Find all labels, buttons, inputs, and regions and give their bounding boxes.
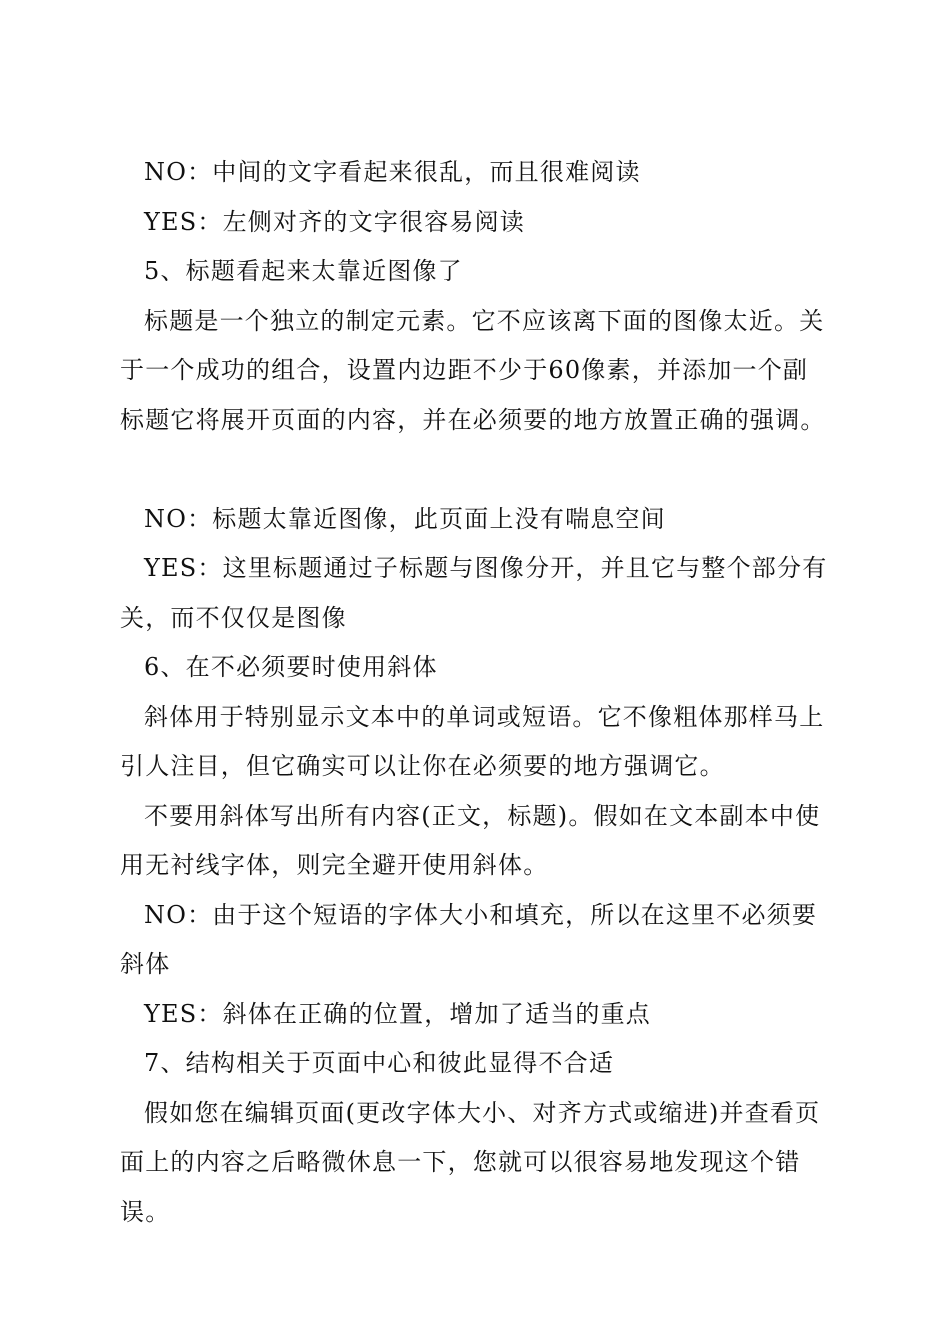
- paragraph-no-italic-unneeded: NO：由于这个短语的字体大小和填充，所以在这里不必须要斜体: [120, 900, 818, 978]
- paragraph-no-centered-text: NO：中间的文字看起来很乱，而且很难阅读: [144, 158, 641, 186]
- paragraph-layout-check: 假如您在编辑页面(更改字体大小、对齐方式或缩进)并查看页面上的内容之后略微休息一下，您就可以很容易地发现这个错误。: [120, 1098, 821, 1226]
- paragraph-yes-subtitle-separation: YES：这里标题通过子标题与图像分开，并且它与整个部分有关，而不仅仅是图像: [120, 554, 828, 632]
- paragraph-yes-left-aligned: YES：左侧对齐的文字很容易阅读: [144, 207, 526, 236]
- heading-section-6: 6、在不必须要时使用斜体: [144, 653, 438, 681]
- blank-line: [120, 445, 832, 495]
- document-body: [120, 148, 832, 1237]
- paragraph-italic-avoid: 不要用斜体写出所有内容(正文，标题)。假如在文本副本中使用无衬线字体，则完全避开使用斜体。: [120, 801, 821, 879]
- paragraph-no-title-too-close: NO：标题太靠近图像，此页面上没有喘息空间: [144, 504, 666, 533]
- heading-section-5: 5、标题看起来太靠近图像了: [144, 257, 463, 285]
- paragraph-italic-usage: 斜体用于特别显示文本中的单词或短语。它不像粗体那样马上引人注目，但它确实可以让你在必须要的地方强调它。: [120, 702, 825, 780]
- heading-section-7: 7、结构相关于页面中心和彼此显得不合适: [144, 1049, 615, 1077]
- paragraph-title-spacing: 标题是一个独立的制定元素。它不应该离下面的图像太近。关于一个成功的组合，设置内边距不少于60像素，并添加一个副标题它将展开页面的内容，并在必须要的地方放置正确的强调。: [120, 306, 826, 434]
- paragraph-yes-italic-correct: YES：斜体在正确的位置，增加了适当的重点: [144, 999, 652, 1028]
